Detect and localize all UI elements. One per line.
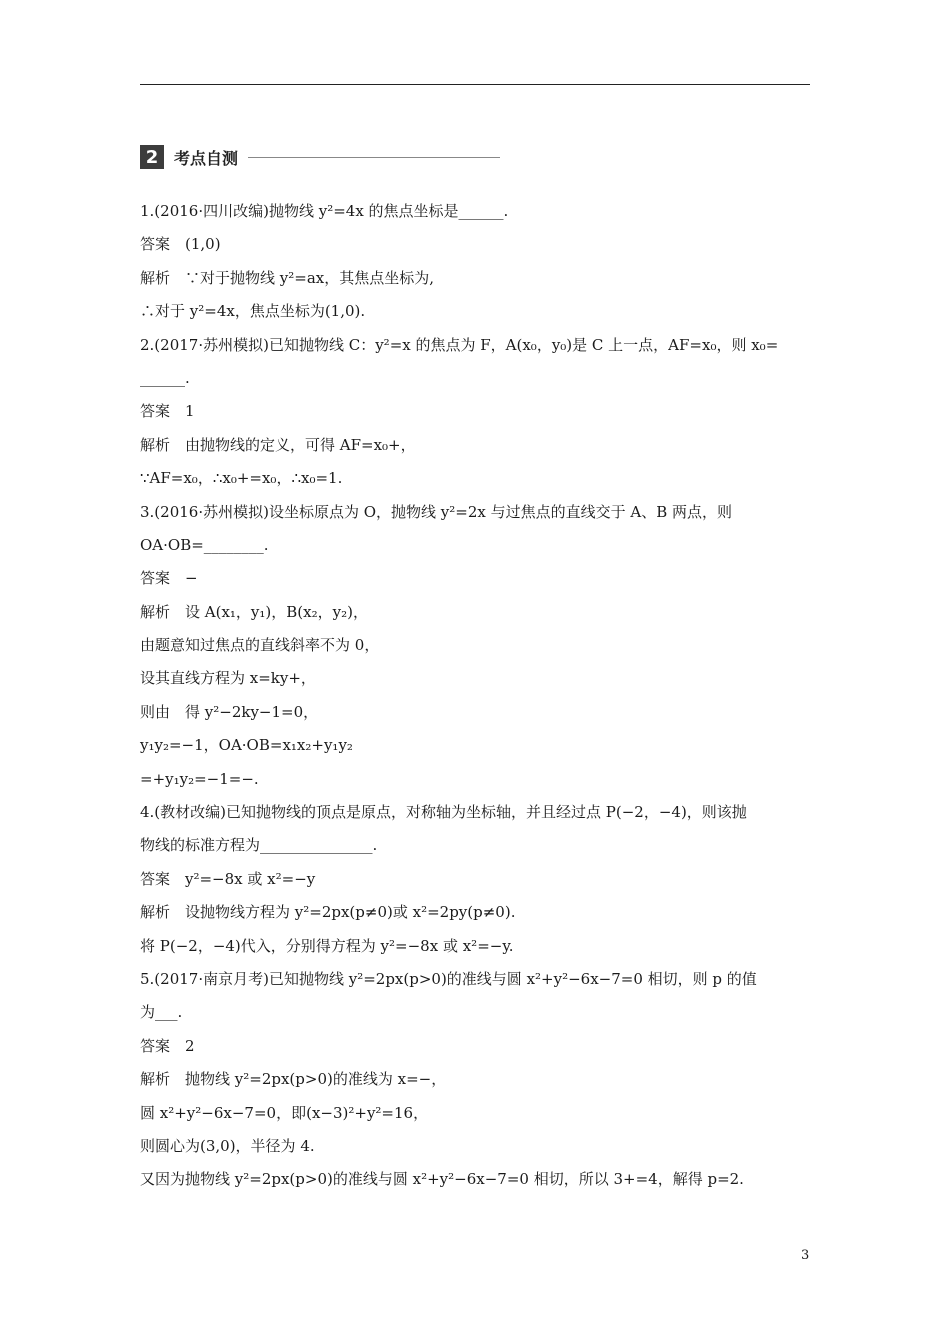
text-line: ∵AF=x₀，∴x₀+=x₀，∴x₀=1. <box>140 469 343 488</box>
document-body <box>140 203 812 1205</box>
header-rule <box>140 84 810 85</box>
text-line: 由题意知过焦点的直线斜率不为 0， <box>140 636 380 655</box>
text-line: ______. <box>140 368 190 387</box>
text-line: y₁y₂=−1，OA·OB=x₁x₂+y₁y₂ <box>140 736 353 755</box>
text-line: 解析 抛物线 y²=2px(p>0)的准线为 x=−， <box>140 1070 447 1089</box>
text-line: 1.(2016·四川改编)抛物线 y²=4x 的焦点坐标是______. <box>140 202 509 220</box>
text-line: OA·OB=________. <box>140 535 269 554</box>
page-number: 3 <box>801 1248 810 1263</box>
text-line: 解析 设 A(x₁，y₁)，B(x₂，y₂)， <box>140 602 368 621</box>
text-line: 则由 得 y²−2ky−1=0， <box>140 702 319 721</box>
text-line: 3.(2016·苏州模拟)设坐标原点为 O，抛物线 y²=2x 与过焦点的直线交于 A、B 两点，则 <box>140 502 733 521</box>
text-line: 5.(2017·南京月考)已知抛物线 y²=2px(p>0)的准线与圆 x²+y²−6x−7=0 相切，则 p 的值 <box>140 969 757 988</box>
text-line: 解析 设抛物线方程为 y²=2px(p≠0)或 x²=2py(p≠0). <box>140 903 516 922</box>
text-line: =+y₁y₂=−1=−. <box>140 769 259 788</box>
text-line: 2.(2017·苏州模拟)已知抛物线 C：y²=x 的焦点为 F，A(x₀，y₀)是 C 上一点，AF=x₀，则 x₀= <box>140 335 779 354</box>
section-number: 2 <box>140 145 164 169</box>
text-line: 答案 2 <box>140 1036 195 1055</box>
text-line: 答案 − <box>140 569 198 588</box>
text-line: 则圆心为(3,0)，半径为 4. <box>140 1136 315 1155</box>
text-line: 又因为抛物线 y²=2px(p>0)的准线与圆 x²+y²−6x−7=0 相切，所以 3+=4，解得 p=2. <box>140 1170 744 1189</box>
section-header <box>140 145 500 169</box>
text-line: ∴对于 y²=4x，焦点坐标为(1,0). <box>140 302 366 321</box>
text-line: 设其直线方程为 x=ky+， <box>140 669 316 688</box>
text-line: 答案 y²=−8x 或 x²=−y <box>140 869 316 888</box>
section-title: 考点自测 <box>174 148 239 168</box>
text-line: 物线的标准方程为_______________. <box>140 836 378 855</box>
text-line: 解析 由抛物线的定义，可得 AF=x₀+， <box>140 435 416 454</box>
text-line: 为___. <box>140 1003 183 1022</box>
text-line: 答案 (1,0) <box>140 235 221 254</box>
text-line: 解析 ∵对于抛物线 y²=ax，其焦点坐标为, <box>140 268 434 287</box>
text-line: 将 P(−2，−4)代入，分别得方程为 y²=−8x 或 x²=−y. <box>140 936 514 955</box>
text-line: 答案 1 <box>140 402 195 421</box>
section-rule <box>248 157 500 158</box>
text-line: 4.(教材改编)已知抛物线的顶点是原点，对称轴为坐标轴，并且经过点 P(−2，−4)，则该抛 <box>140 803 747 822</box>
text-line: 圆 x²+y²−6x−7=0，即(x−3)²+y²=16， <box>140 1103 429 1122</box>
